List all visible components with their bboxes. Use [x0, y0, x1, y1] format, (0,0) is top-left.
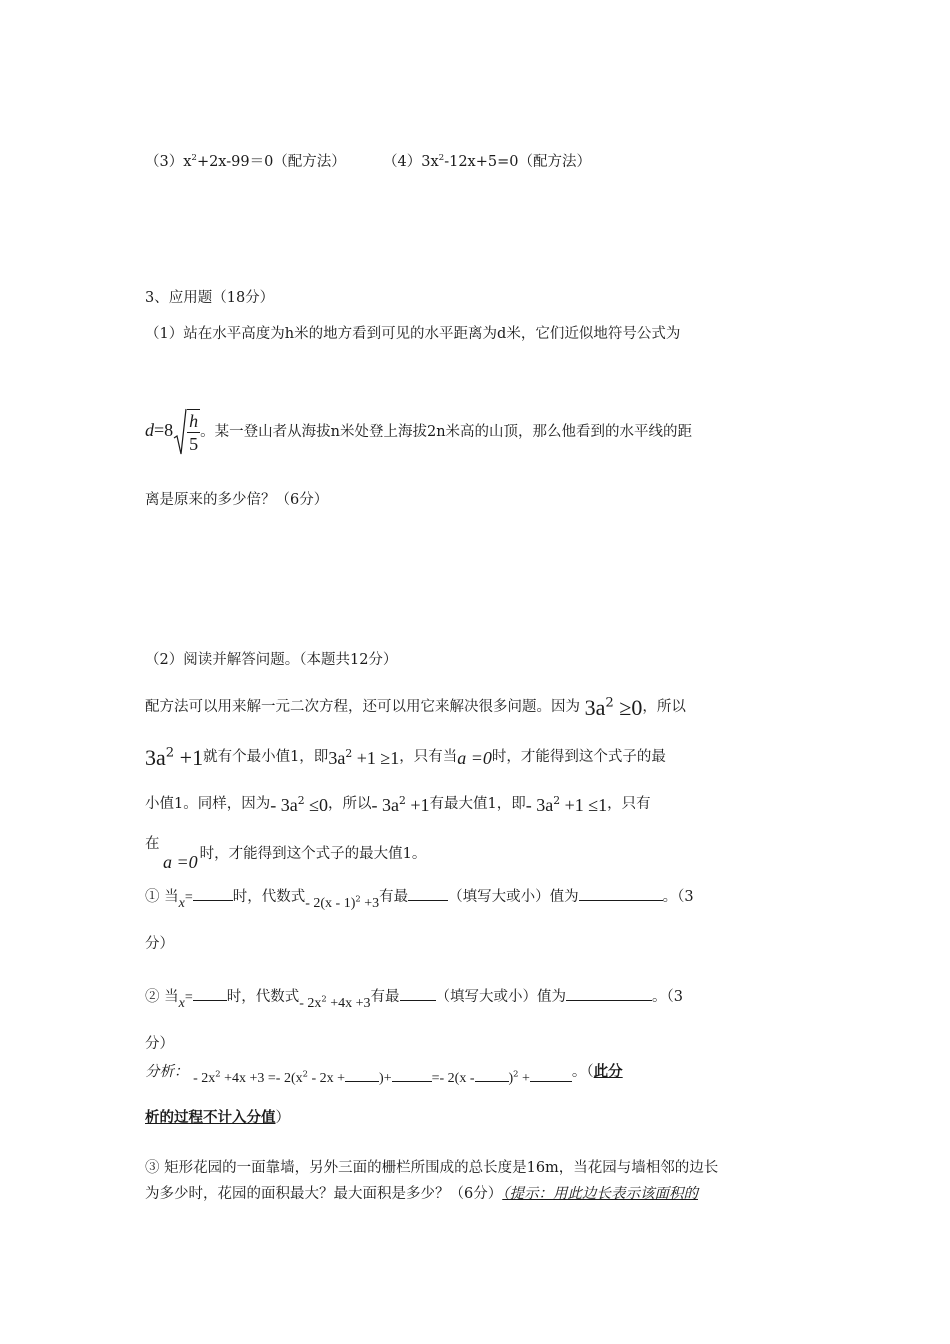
analysis-e2-exp: 2	[302, 1068, 308, 1079]
p2-l3-math2-exp: 2	[398, 794, 406, 807]
problem2-line3	[145, 792, 651, 814]
p2-l2-math2-rest: +1 ≥1	[352, 748, 400, 768]
p2-l3-text4: ，只有	[607, 796, 651, 812]
p2-l3-text2: ，所以	[327, 796, 372, 812]
p2-l2-text2: ，只有当	[399, 749, 458, 765]
p2-l2-math3: a =0	[457, 748, 492, 768]
analysis-blank-3[interactable]	[475, 1067, 509, 1082]
analysis-e6: )	[508, 1071, 514, 1086]
item2-text3: （填写大或小）值为	[435, 989, 567, 1005]
formula-equals: =8	[154, 420, 174, 440]
p2-l3-math1: - 3a	[270, 795, 298, 815]
analysis-blank-2[interactable]	[392, 1067, 432, 1082]
analysis-blank-1[interactable]	[345, 1067, 379, 1082]
p2-l2-text1: 就有个最小值1，即	[203, 749, 329, 765]
analysis-e3: - 2x +	[307, 1071, 346, 1086]
p2-l1-math: 3a	[584, 695, 606, 720]
q4-exponent: 2	[438, 153, 445, 164]
item2-blank-value[interactable]	[566, 986, 652, 1001]
p2-l2-math1: 3a	[145, 745, 166, 770]
problem2-line2	[145, 744, 666, 770]
p2-l2-math2: 3a	[328, 748, 346, 768]
analysis-e2: +4x +3 =- 2(x	[220, 1071, 303, 1086]
item1-blank-value[interactable]	[579, 886, 663, 901]
p2-l4-math: a =0	[163, 852, 198, 872]
analysis-tail: 。（	[571, 1064, 594, 1080]
p2-l3-math3-rest: +1 ≤1	[560, 795, 608, 815]
sqrt-sign	[173, 408, 187, 456]
p2-l3-text1: 小值1。同样，因为	[145, 796, 271, 812]
p2-l1-math-exp: 2	[605, 695, 614, 711]
item1-blank-x[interactable]	[193, 886, 233, 901]
item1-expr-a: - 2(x - 1)	[305, 896, 356, 911]
problem1-line3: 离是原来的多少倍？（6分）	[145, 492, 329, 508]
analysis-note-part1: 此分	[593, 1064, 623, 1080]
analysis-blank-4[interactable]	[530, 1067, 572, 1082]
analysis-e1-exp: 2	[215, 1068, 221, 1079]
item2-expr-exp: 2	[321, 993, 327, 1004]
item2-line	[145, 986, 807, 1014]
item3-hint: （提示：用此边长表示该面积的	[502, 1186, 698, 1202]
p2-l3-math1-exp: 2	[297, 794, 305, 807]
p2-l4-text1: 在	[145, 836, 160, 852]
item1-text4: 。（3	[662, 889, 694, 905]
analysis-note-line	[145, 1108, 290, 1128]
q3-rest: +2x-99＝0（配方法）	[196, 154, 346, 170]
p2-l3-math3-exp: 2	[553, 794, 561, 807]
item2-lead: ② 当	[145, 989, 179, 1005]
item2-expr-a: - 2x	[299, 996, 322, 1011]
p2-l2-math2-exp: 2	[345, 747, 353, 760]
analysis-note-part2: 析的过程不计入分值	[145, 1110, 276, 1126]
q3-exponent: 2	[191, 153, 197, 164]
p2-l2-math1-rest: +1	[174, 745, 204, 770]
analysis-e5: =- 2(x -	[431, 1071, 475, 1086]
formula-d: d	[145, 420, 154, 440]
p2-l1-tail: ，所以	[642, 699, 686, 715]
fraction-denominator: 5	[189, 434, 199, 454]
problem1-line1: （1）站在水平高度为h米的地方看到可见的水平距离为d米，它们近似地符号公式为	[145, 326, 681, 342]
p2-l3-math1-rest: ≤0	[304, 795, 328, 815]
item2-text2: 有最	[370, 989, 400, 1005]
equation-line-q3-q4	[145, 152, 591, 172]
p2-l3-math2: - 3a	[371, 795, 399, 815]
analysis-e6-exp: 2	[513, 1068, 519, 1079]
fraction-numerator: h	[189, 411, 199, 431]
p2-l2-text3: 时，才能得到这个式子的最	[491, 749, 666, 765]
problem2-heading: （2）阅读并解答问题。（本题共12分）	[145, 652, 398, 668]
item2-eq: =	[184, 990, 193, 1005]
item3-line2	[145, 1184, 698, 1204]
item1-eq: =	[184, 890, 193, 905]
analysis-e1: - 2x	[193, 1071, 216, 1086]
p2-l2-math1-exp: 2	[165, 745, 175, 761]
item2-text1: 时，代数式	[226, 989, 300, 1005]
item2-text4: 。（3	[652, 989, 684, 1005]
p2-l1-text: 配方法可以用来解一元二次方程，还可以用它来解决很多问题。因为	[145, 699, 580, 715]
item1-expr-b: +3	[360, 896, 380, 911]
analysis-e4: )+	[379, 1071, 392, 1086]
item2-blank-type[interactable]	[400, 986, 436, 1001]
item2-blank-x[interactable]	[193, 986, 227, 1001]
item1-score: 分）	[145, 936, 174, 952]
analysis-line	[145, 1061, 807, 1086]
p2-l4-text2: 时，才能得到这个式子的最大值1。	[199, 846, 427, 862]
section3-heading: 3、应用题（18分）	[145, 290, 275, 306]
item1-text1: 时，代数式	[232, 889, 306, 905]
sqrt-fraction	[187, 409, 200, 455]
item1-text3: （填写大或小）值为	[448, 889, 579, 905]
item1-blank-type[interactable]	[408, 886, 448, 901]
q3-prefix: （3）x	[145, 154, 192, 170]
p2-l1-math-rel: ≥0	[613, 695, 643, 720]
item3-line2-text: 为多少时，花园的面积最大？最大面积是多少？（6分）	[145, 1186, 503, 1202]
analysis-e7: +	[518, 1071, 530, 1086]
analysis-note-end: ）	[275, 1110, 290, 1126]
item1-lead: ① 当	[145, 889, 179, 905]
problem2-line1	[145, 694, 807, 720]
p2-l3-math3: - 3a	[525, 795, 554, 815]
q4-rest: -12x+5=0（配方法）	[444, 154, 591, 170]
analysis-label: 分析：	[145, 1064, 189, 1080]
item1-text2: 有最	[379, 889, 409, 905]
item1-expr-exp: 2	[355, 893, 361, 904]
item2-score: 分）	[145, 1036, 174, 1052]
p2-l3-math2-rest: +1	[405, 795, 430, 815]
problem2-line4	[145, 834, 427, 878]
problem1-line2-text: 。某一登山者从海拔n米处登上海拔2n米高的山顶，那么他看到的水平线的距	[200, 424, 693, 440]
q4-prefix: （4）3x	[383, 154, 439, 170]
item3-line1: ③ 矩形花园的一面靠墙，另外三面的栅栏所围成的总长度是16m，当花园与墙相邻的边长	[145, 1160, 719, 1176]
item1-var: x	[178, 896, 185, 911]
item2-expr-b: +4x +3	[326, 996, 371, 1011]
p2-l3-text3: 有最大值1，即	[429, 796, 526, 812]
item1-line	[145, 886, 807, 914]
item2-var: x	[178, 996, 185, 1011]
problem1-line2	[145, 408, 692, 458]
